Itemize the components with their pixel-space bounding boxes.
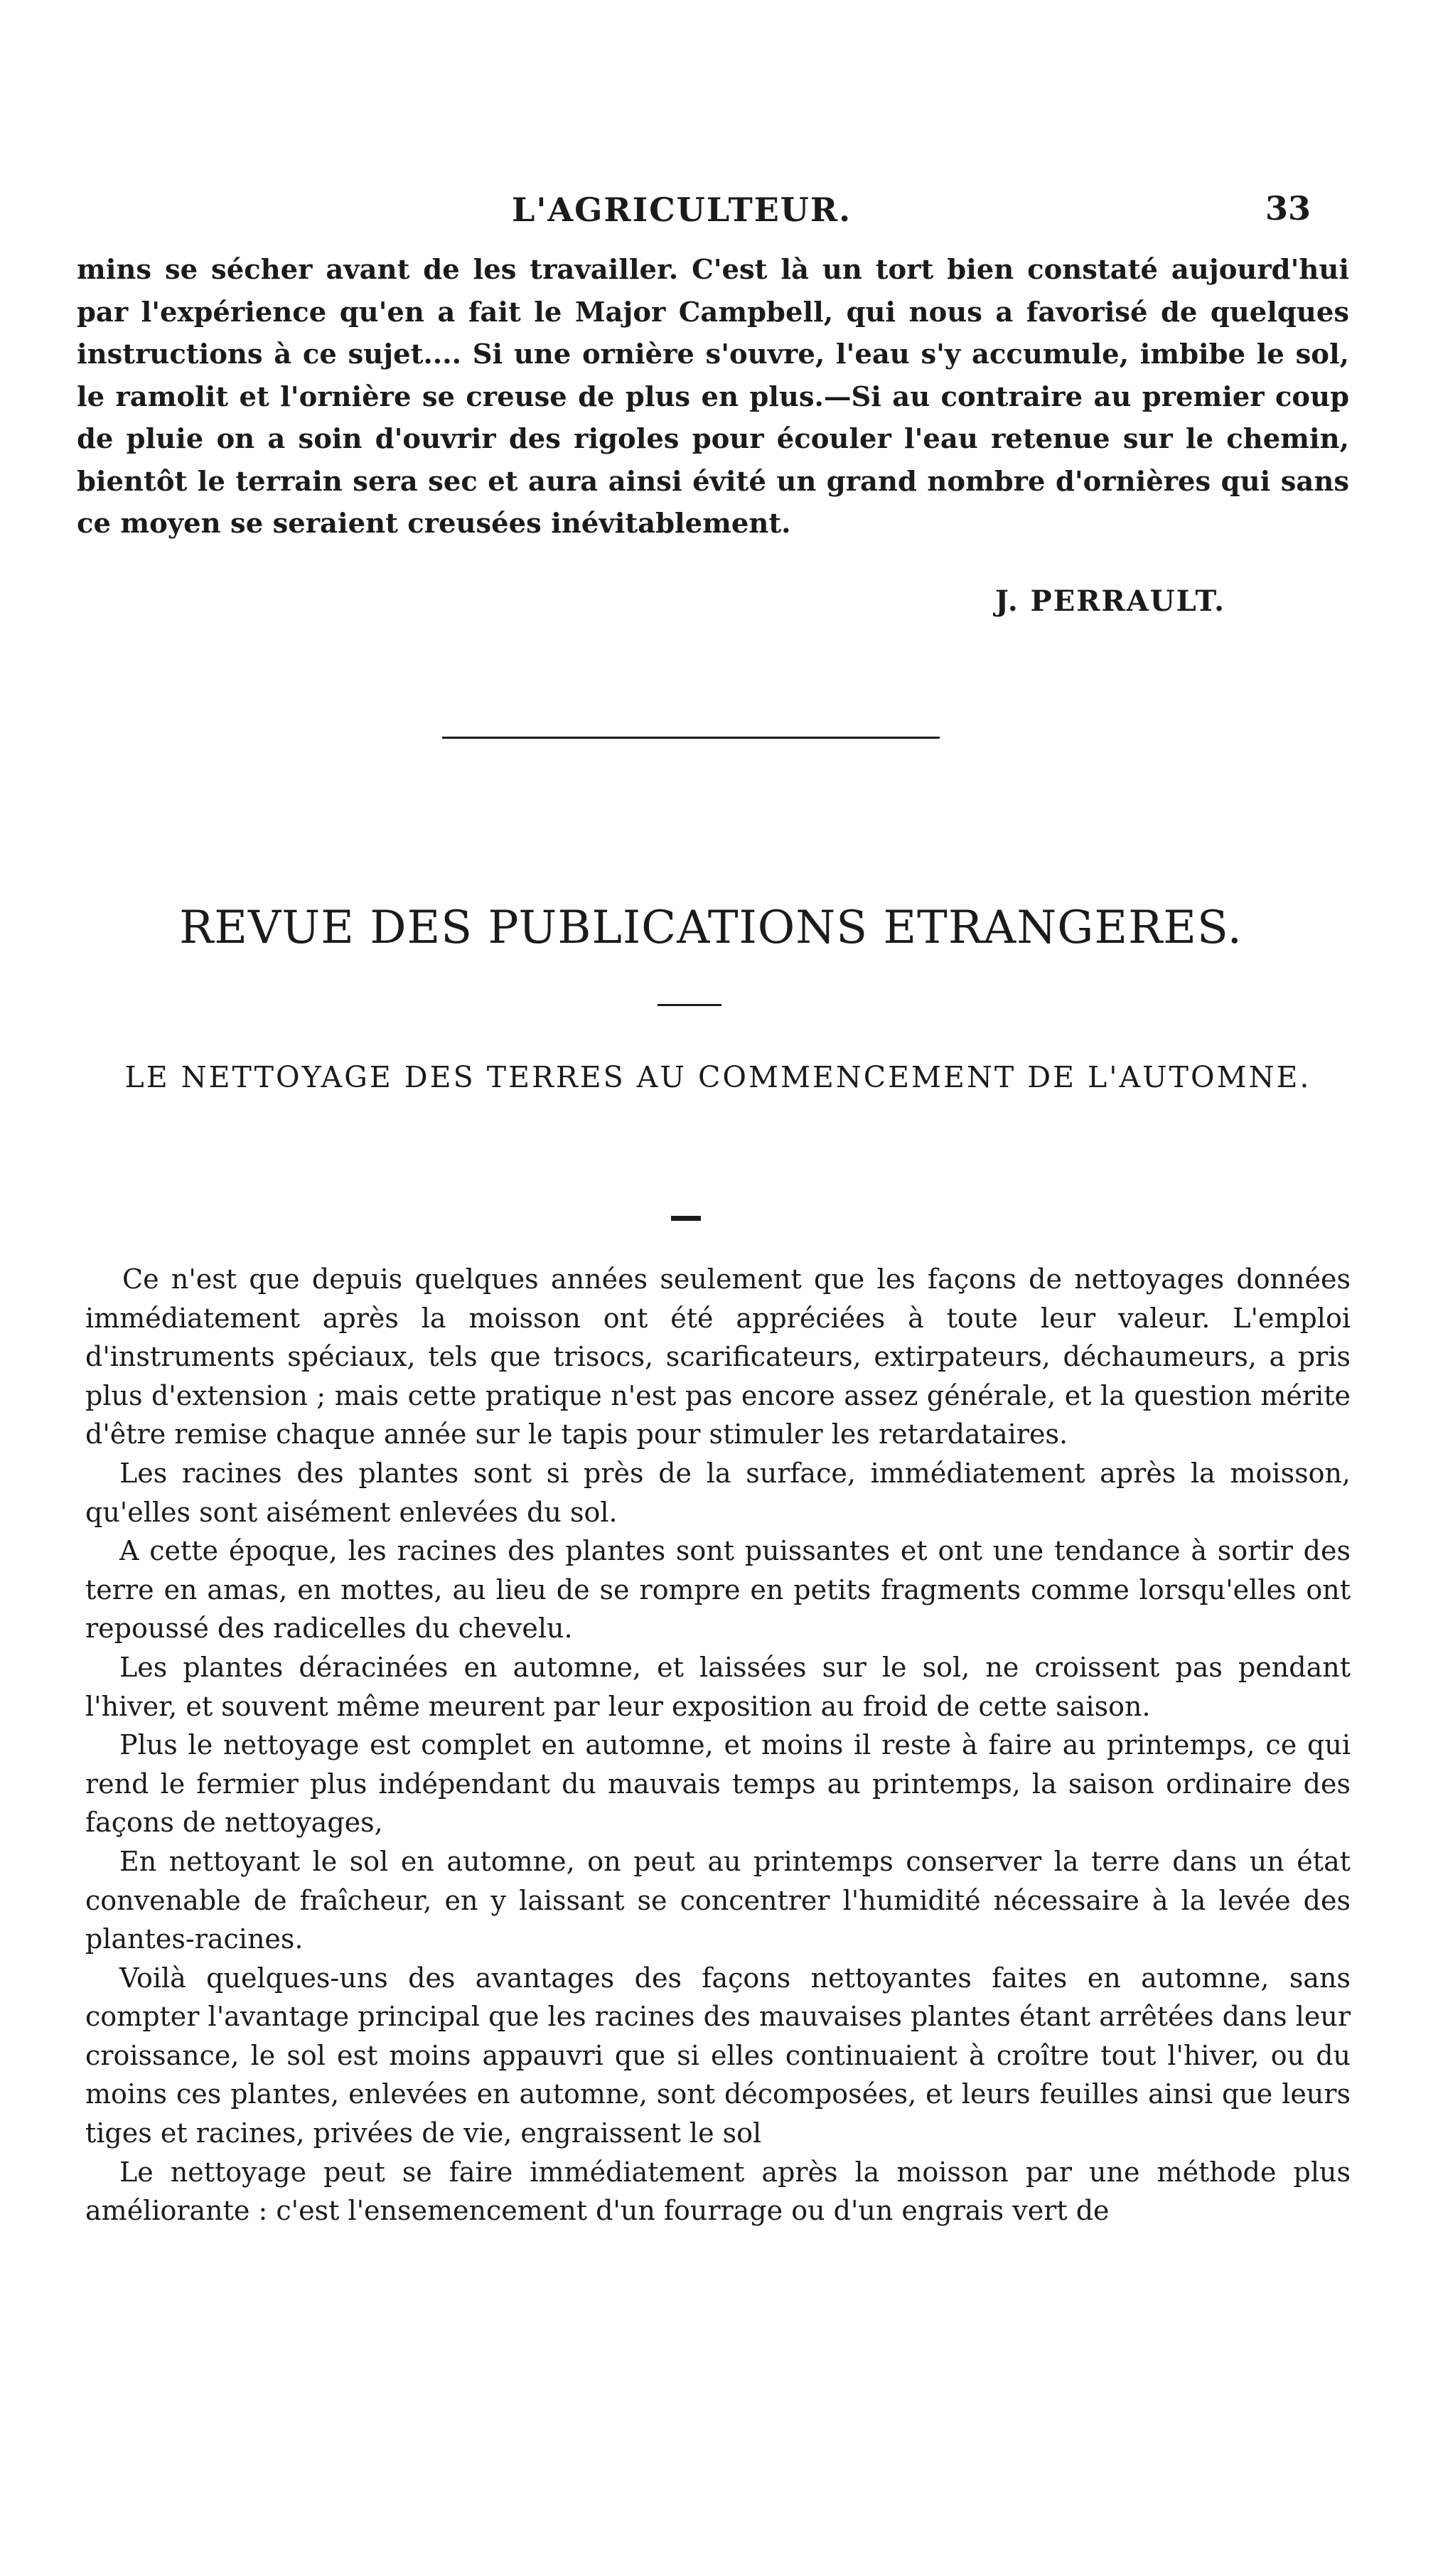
paragraph: Les plantes déracinées en automne, et laissées sur le sol, ne croissent pas pendant l'hiver, et souvent même meurent par leur exposition au froid de cette saison. bbox=[85, 1651, 1351, 1722]
ornament-dash bbox=[671, 1216, 701, 1221]
running-title: L'AGRICULTEUR. bbox=[512, 191, 852, 229]
paragraph: Ce n'est que depuis quelques années seulement que les façons de nettoyages données immédiatement après la moisson ont été appréciées à toute leur valeur. L'emploi d'instruments spéciaux, tels que trisocs, scarificateurs, extirpateurs, déchaumeurs, a pris plus d'extension ; mais cette pratique n'est pas encore assez générale, et la question mérite d'être remise chaque année sur le tapis pour stimuler les retardataires. bbox=[85, 1263, 1351, 1450]
paragraph: Voilà quelques-uns des avantages des façons nettoyantes faites en automne, sans compter l'avantage principal que les racines des mauvaises plantes étant arrêtées dans leur croissance, le sol est moins appauvri que si elles continuaient à croître tout l'hiver, ou du moins ces plantes, enlevées en automne, sont décomposées, et leurs feuilles ainsi que leurs tiges et racines, privées de vie, engraissent le sol bbox=[85, 1962, 1351, 2149]
paragraph: Les racines des plantes sont si près de la surface, immédiatement après la moisson, qu'elles sont aisément enlevées du sol. bbox=[85, 1457, 1351, 1528]
page-number: 33 bbox=[1265, 189, 1311, 228]
article-title: LE NETTOYAGE DES TERRES AU COMMENCEMENT DE L'AUTOMNE. bbox=[124, 1060, 1311, 1094]
author-signature: J. PERRAULT. bbox=[995, 584, 1226, 618]
paragraph: A cette époque, les racines des plantes sont puissantes et ont une tendance à sortir des terre en amas, en mottes, au lieu de se rompre en petits fragments comme lorsqu'elles ont repoussé des radicelles du chevelu. bbox=[85, 1535, 1351, 1645]
section-divider bbox=[442, 737, 940, 739]
paragraph: Le nettoyage peut se faire immédiatement après la moisson par une méthode plus améliorante : c'est l'ensemencement d'un fourrage ou d'un engrais vert de bbox=[85, 2156, 1351, 2227]
article-body bbox=[85, 1260, 1351, 2230]
title-rule bbox=[658, 1004, 721, 1006]
section-title: REVUE DES PUBLICATIONS ETRANGERES. bbox=[179, 902, 1243, 954]
paragraph: Plus le nettoyage est complet en automne, et moins il reste à faire au printemps, ce qui rend le fermier plus indépendant du mauvais temps au printemps, la saison ordinaire des façons de nettoyages, bbox=[85, 1729, 1351, 1839]
continued-paragraph: mins se sécher avant de les travailler. C'est là un tort bien constaté aujourd'hui par l'expérience qu'en a fait le Major Campbell, qui nous a favorisé de quelques instructions à ce sujet.... Si une ornière s'ouvre, l'eau s'y accumule, imbibe le sol, le ramolit et l'ornière se creuse de plus en plus.—Si au contraire au premier coup de pluie on a soin d'ouvrir des rigoles pour écouler l'eau retenue sur le chemin, bientôt le terrain sera sec et aura ainsi évité un grand nombre d'ornières qui sans ce moyen se seraient creusées inévitablement. bbox=[77, 254, 1349, 540]
paragraph: En nettoyant le sol en automne, on peut au printemps conserver la terre dans un état convenable de fraîcheur, en y laissant se concentrer l'humidité nécessaire à la levée des plantes-racines. bbox=[85, 1845, 1351, 1955]
